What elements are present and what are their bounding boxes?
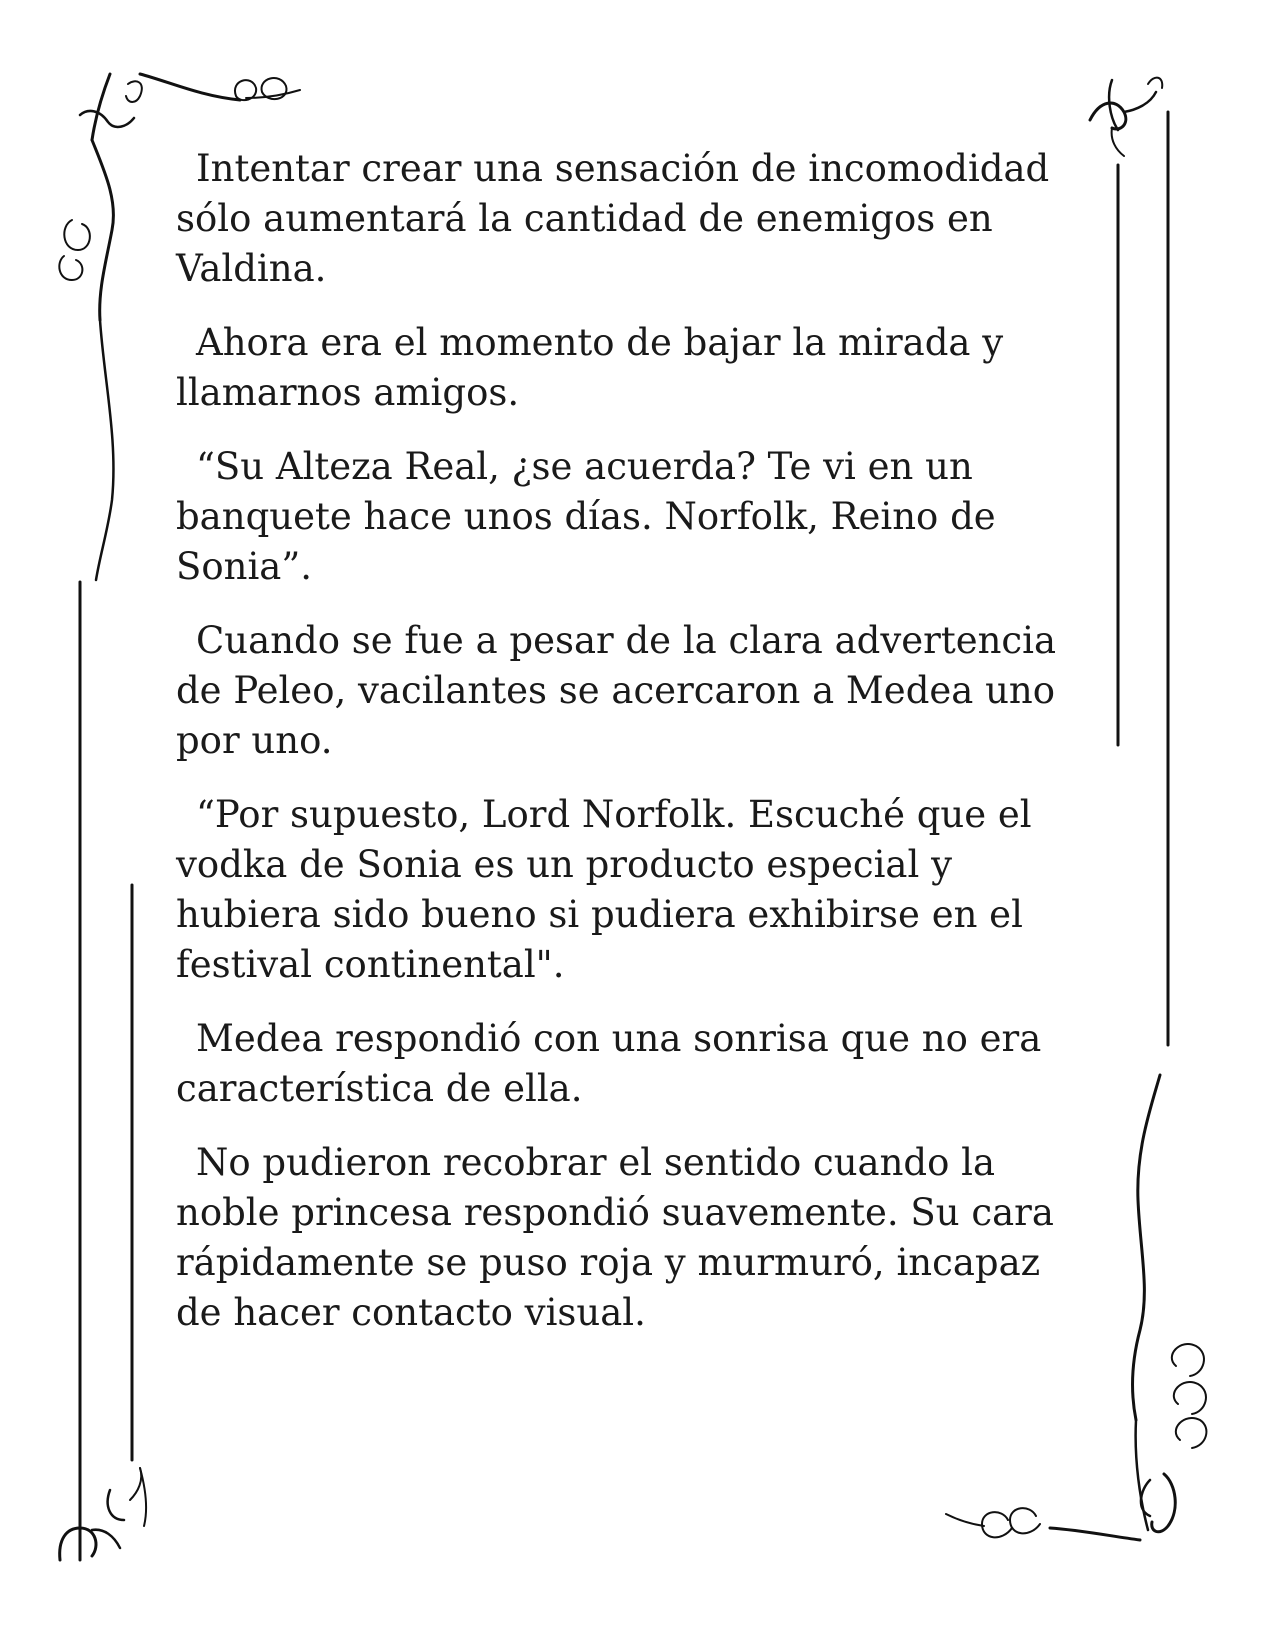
paragraph-2: Ahora era el momento de bajar la mirada y llamarnos amigos. (176, 321, 1004, 414)
paragraph-3: “Su Alteza Real, ¿se acuerda? Te vi en un banquete hace unos días. Norfolk, Reino de Sonia”. (176, 445, 996, 588)
paragraph-4: Cuando se fue a pesar de la clara advertencia de Peleo, vacilantes se acercaron a Medea uno por uno. (176, 619, 1057, 762)
paragraph-7: No pudieron recobrar el sentido cuando la noble princesa respondió suavemente. Su cara rápidamente se puso roja y murmuró, incapaz de hacer contacto visual. (176, 1141, 1054, 1334)
bottom-left-flourish-icon (60, 1468, 146, 1560)
paragraph-5: “Por supuesto, Lord Norfolk. Escuché que el vodka de Sonia es un producto especial y hubiera sido bueno si pudiera exhibirse en el festival continental". (176, 793, 1032, 986)
paragraph-1: Intentar crear una sensación de incomodidad sólo aumentará la cantidad de enemigos en Valdina. (176, 147, 1050, 290)
text-body (176, 144, 1076, 1362)
top-right-flourish-icon (1090, 78, 1162, 156)
paragraph-6: Medea respondió con una sonrisa que no era característica de ella. (176, 1017, 1042, 1110)
